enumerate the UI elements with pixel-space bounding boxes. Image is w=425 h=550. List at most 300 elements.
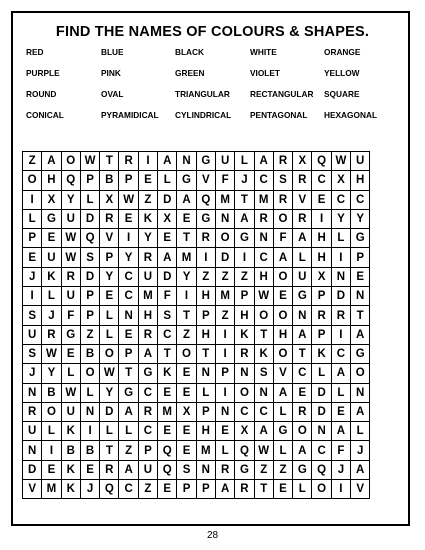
grid-cell[interactable]: A	[293, 229, 312, 248]
grid-cell[interactable]: L	[158, 171, 177, 190]
grid-cell[interactable]: K	[235, 325, 254, 344]
grid-cell[interactable]: R	[196, 229, 215, 248]
grid-cell[interactable]: N	[254, 383, 273, 402]
grid-cell[interactable]: M	[42, 480, 61, 499]
grid-cell[interactable]: R	[138, 325, 157, 344]
grid-cell[interactable]: I	[23, 190, 42, 209]
grid-cell[interactable]: A	[293, 325, 312, 344]
grid-cell[interactable]: L	[235, 152, 254, 171]
grid-cell[interactable]: O	[351, 364, 370, 383]
grid-cell[interactable]: N	[293, 306, 312, 325]
grid-cell[interactable]: K	[61, 460, 80, 479]
grid-cell[interactable]: I	[312, 209, 331, 228]
grid-cell[interactable]: T	[351, 306, 370, 325]
grid-cell[interactable]: R	[331, 306, 350, 325]
grid-cell[interactable]: N	[215, 402, 234, 421]
grid-cell[interactable]: A	[351, 325, 370, 344]
grid-cell[interactable]: K	[138, 209, 157, 228]
grid-cell[interactable]: U	[351, 152, 370, 171]
grid-cell[interactable]: N	[23, 441, 42, 460]
grid-cell[interactable]: T	[100, 152, 119, 171]
grid-cell[interactable]: Y	[119, 248, 138, 267]
grid-cell[interactable]: Y	[100, 267, 119, 286]
grid-cell[interactable]: U	[61, 402, 80, 421]
grid-cell[interactable]: Z	[80, 325, 99, 344]
grid-cell[interactable]: Q	[312, 460, 331, 479]
grid-cell[interactable]: T	[177, 229, 196, 248]
grid-cell[interactable]: E	[80, 460, 99, 479]
grid-cell[interactable]: U	[61, 287, 80, 306]
grid-cell[interactable]: J	[23, 267, 42, 286]
grid-cell[interactable]: Z	[196, 267, 215, 286]
grid-cell[interactable]: W	[100, 364, 119, 383]
grid-cell[interactable]: X	[42, 190, 61, 209]
grid-cell[interactable]: I	[215, 344, 234, 363]
grid-cell[interactable]: W	[119, 190, 138, 209]
grid-cell[interactable]: H	[273, 325, 292, 344]
grid-cell[interactable]: M	[254, 190, 273, 209]
grid-cell[interactable]: G	[196, 152, 215, 171]
grid-cell[interactable]: R	[293, 209, 312, 228]
grid-cell[interactable]: L	[42, 422, 61, 441]
grid-cell[interactable]: M	[138, 287, 157, 306]
grid-cell[interactable]: A	[235, 209, 254, 228]
grid-cell[interactable]: S	[158, 306, 177, 325]
grid-cell[interactable]: G	[42, 209, 61, 228]
grid-cell[interactable]: E	[215, 422, 234, 441]
grid-cell[interactable]: L	[196, 383, 215, 402]
grid-cell[interactable]: R	[254, 209, 273, 228]
grid-cell[interactable]: L	[100, 306, 119, 325]
grid-cell[interactable]: A	[119, 402, 138, 421]
grid-cell[interactable]: T	[100, 441, 119, 460]
grid-cell[interactable]: L	[23, 209, 42, 228]
grid-cell[interactable]: P	[312, 287, 331, 306]
grid-cell[interactable]: Q	[196, 190, 215, 209]
grid-cell[interactable]: Y	[100, 383, 119, 402]
grid-cell[interactable]: T	[235, 190, 254, 209]
grid-cell[interactable]: L	[351, 422, 370, 441]
grid-cell[interactable]: E	[312, 190, 331, 209]
grid-cell[interactable]: K	[158, 364, 177, 383]
grid-cell[interactable]: W	[80, 152, 99, 171]
grid-cell[interactable]: L	[293, 248, 312, 267]
grid-cell[interactable]: T	[158, 344, 177, 363]
grid-cell[interactable]: K	[312, 344, 331, 363]
grid-cell[interactable]: O	[273, 306, 292, 325]
grid-cell[interactable]: I	[331, 480, 350, 499]
grid-cell[interactable]: O	[42, 402, 61, 421]
grid-cell[interactable]: S	[254, 364, 273, 383]
grid-cell[interactable]: S	[23, 344, 42, 363]
grid-cell[interactable]: L	[273, 441, 292, 460]
grid-cell[interactable]: L	[273, 402, 292, 421]
grid-cell[interactable]: J	[23, 364, 42, 383]
grid-cell[interactable]: I	[138, 152, 157, 171]
grid-cell[interactable]: Y	[331, 209, 350, 228]
grid-cell[interactable]: W	[254, 287, 273, 306]
grid-cell[interactable]: L	[80, 383, 99, 402]
grid-cell[interactable]: N	[331, 267, 350, 286]
grid-cell[interactable]: F	[331, 441, 350, 460]
grid-cell[interactable]: H	[235, 306, 254, 325]
grid-cell[interactable]: V	[196, 171, 215, 190]
grid-cell[interactable]: L	[331, 383, 350, 402]
grid-cell[interactable]: B	[100, 171, 119, 190]
grid-cell[interactable]: P	[119, 344, 138, 363]
grid-cell[interactable]: O	[273, 344, 292, 363]
grid-cell[interactable]: L	[293, 480, 312, 499]
grid-cell[interactable]: Z	[235, 267, 254, 286]
grid-cell[interactable]: R	[138, 248, 157, 267]
grid-cell[interactable]: E	[158, 229, 177, 248]
grid-cell[interactable]: Y	[42, 364, 61, 383]
grid-cell[interactable]: O	[273, 209, 292, 228]
grid-cell[interactable]: H	[312, 229, 331, 248]
grid-cell[interactable]: R	[42, 325, 61, 344]
grid-cell[interactable]: X	[100, 190, 119, 209]
grid-cell[interactable]: G	[177, 171, 196, 190]
grid-cell[interactable]: I	[196, 248, 215, 267]
grid-cell[interactable]: W	[42, 344, 61, 363]
grid-cell[interactable]: G	[235, 229, 254, 248]
grid-cell[interactable]: L	[100, 422, 119, 441]
grid-cell[interactable]: H	[196, 422, 215, 441]
grid-cell[interactable]: N	[119, 306, 138, 325]
grid-cell[interactable]: V	[351, 480, 370, 499]
grid-cell[interactable]: E	[273, 480, 292, 499]
grid-cell[interactable]: Z	[23, 152, 42, 171]
grid-cell[interactable]: N	[312, 422, 331, 441]
grid-cell[interactable]: C	[312, 171, 331, 190]
grid-cell[interactable]: N	[196, 460, 215, 479]
grid-cell[interactable]: V	[100, 229, 119, 248]
grid-cell[interactable]: Q	[80, 229, 99, 248]
grid-cell[interactable]: B	[61, 441, 80, 460]
grid-cell[interactable]: E	[351, 267, 370, 286]
grid-cell[interactable]: D	[23, 460, 42, 479]
grid-cell[interactable]: O	[293, 422, 312, 441]
grid-cell[interactable]: A	[254, 422, 273, 441]
grid-cell[interactable]: O	[312, 480, 331, 499]
grid-cell[interactable]: P	[23, 229, 42, 248]
grid-cell[interactable]: J	[42, 306, 61, 325]
grid-cell[interactable]: E	[42, 229, 61, 248]
grid-cell[interactable]: N	[196, 364, 215, 383]
grid-cell[interactable]: Z	[138, 190, 157, 209]
grid-cell[interactable]: L	[215, 441, 234, 460]
grid-cell[interactable]: T	[119, 364, 138, 383]
grid-cell[interactable]: Q	[158, 441, 177, 460]
grid-cell[interactable]: W	[254, 441, 273, 460]
grid-cell[interactable]: R	[61, 267, 80, 286]
grid-cell[interactable]: N	[177, 152, 196, 171]
grid-cell[interactable]: P	[351, 248, 370, 267]
grid-cell[interactable]: I	[235, 248, 254, 267]
grid-cell[interactable]: N	[235, 364, 254, 383]
grid-cell[interactable]: N	[80, 402, 99, 421]
grid-cell[interactable]: C	[254, 248, 273, 267]
grid-cell[interactable]: R	[138, 402, 157, 421]
grid-cell[interactable]: A	[158, 152, 177, 171]
grid-cell[interactable]: A	[351, 460, 370, 479]
grid-cell[interactable]: S	[80, 248, 99, 267]
grid-cell[interactable]: U	[23, 325, 42, 344]
grid-cell[interactable]: A	[351, 402, 370, 421]
grid-cell[interactable]: C	[119, 287, 138, 306]
grid-cell[interactable]: I	[331, 325, 350, 344]
grid-cell[interactable]: E	[177, 364, 196, 383]
grid-cell[interactable]: P	[235, 287, 254, 306]
grid-cell[interactable]: J	[80, 480, 99, 499]
grid-cell[interactable]: T	[293, 344, 312, 363]
grid-cell[interactable]: T	[196, 344, 215, 363]
grid-cell[interactable]: D	[312, 402, 331, 421]
grid-cell[interactable]: P	[100, 248, 119, 267]
grid-cell[interactable]: L	[312, 364, 331, 383]
grid-cell[interactable]: Q	[158, 460, 177, 479]
grid-cell[interactable]: V	[23, 480, 42, 499]
grid-cell[interactable]: I	[119, 229, 138, 248]
grid-cell[interactable]: W	[61, 383, 80, 402]
grid-cell[interactable]: U	[138, 460, 157, 479]
grid-cell[interactable]: H	[351, 171, 370, 190]
grid-cell[interactable]: A	[254, 152, 273, 171]
grid-cell[interactable]: A	[331, 422, 350, 441]
grid-cell[interactable]: D	[80, 209, 99, 228]
grid-cell[interactable]: D	[215, 248, 234, 267]
grid-cell[interactable]: C	[138, 422, 157, 441]
grid-cell[interactable]: D	[158, 267, 177, 286]
grid-cell[interactable]: X	[177, 402, 196, 421]
grid-cell[interactable]: A	[293, 441, 312, 460]
grid-cell[interactable]: N	[351, 383, 370, 402]
grid-cell[interactable]: W	[61, 229, 80, 248]
grid-cell[interactable]: P	[80, 171, 99, 190]
grid-cell[interactable]: S	[273, 171, 292, 190]
grid-cell[interactable]: O	[61, 152, 80, 171]
grid-cell[interactable]: T	[254, 480, 273, 499]
grid-cell[interactable]: H	[42, 171, 61, 190]
grid-cell[interactable]: F	[215, 171, 234, 190]
grid-cell[interactable]: A	[177, 190, 196, 209]
grid-cell[interactable]: S	[177, 460, 196, 479]
grid-cell[interactable]: L	[100, 325, 119, 344]
grid-cell[interactable]: H	[254, 267, 273, 286]
grid-cell[interactable]: R	[23, 402, 42, 421]
grid-cell[interactable]: R	[293, 171, 312, 190]
grid-cell[interactable]: X	[235, 422, 254, 441]
grid-cell[interactable]: C	[293, 364, 312, 383]
grid-cell[interactable]: E	[177, 383, 196, 402]
grid-cell[interactable]: Y	[61, 190, 80, 209]
grid-cell[interactable]: O	[273, 267, 292, 286]
grid-cell[interactable]: A	[273, 248, 292, 267]
grid-cell[interactable]: E	[158, 480, 177, 499]
grid-cell[interactable]: B	[42, 383, 61, 402]
grid-cell[interactable]: G	[235, 460, 254, 479]
grid-cell[interactable]: Y	[351, 209, 370, 228]
grid-cell[interactable]: Z	[138, 480, 157, 499]
grid-cell[interactable]: P	[80, 287, 99, 306]
grid-cell[interactable]: O	[177, 344, 196, 363]
grid-cell[interactable]: G	[351, 229, 370, 248]
grid-cell[interactable]: P	[196, 306, 215, 325]
grid-cell[interactable]: M	[215, 190, 234, 209]
grid-cell[interactable]: E	[23, 248, 42, 267]
grid-cell[interactable]: S	[23, 306, 42, 325]
grid-cell[interactable]: E	[61, 344, 80, 363]
grid-cell[interactable]: A	[158, 248, 177, 267]
grid-cell[interactable]: C	[254, 171, 273, 190]
grid-cell[interactable]: G	[273, 422, 292, 441]
grid-cell[interactable]: I	[80, 422, 99, 441]
grid-cell[interactable]: E	[42, 460, 61, 479]
grid-cell[interactable]: R	[100, 460, 119, 479]
grid-cell[interactable]: Q	[235, 441, 254, 460]
grid-cell[interactable]: Z	[254, 460, 273, 479]
grid-cell[interactable]: O	[100, 344, 119, 363]
grid-cell[interactable]: C	[158, 325, 177, 344]
grid-cell[interactable]: N	[23, 383, 42, 402]
grid-cell[interactable]: C	[331, 190, 350, 209]
grid-cell[interactable]: R	[293, 402, 312, 421]
grid-cell[interactable]: G	[293, 460, 312, 479]
grid-cell[interactable]: X	[293, 152, 312, 171]
grid-cell[interactable]: R	[312, 306, 331, 325]
grid-cell[interactable]: E	[158, 383, 177, 402]
grid-cell[interactable]: Z	[215, 267, 234, 286]
grid-cell[interactable]: W	[61, 248, 80, 267]
grid-cell[interactable]: P	[177, 480, 196, 499]
grid-cell[interactable]: T	[254, 325, 273, 344]
grid-cell[interactable]: I	[331, 248, 350, 267]
grid-cell[interactable]: M	[215, 287, 234, 306]
grid-cell[interactable]: I	[42, 441, 61, 460]
grid-cell[interactable]: E	[177, 441, 196, 460]
grid-cell[interactable]: D	[100, 402, 119, 421]
grid-cell[interactable]: D	[331, 287, 350, 306]
grid-cell[interactable]: H	[196, 287, 215, 306]
grid-cell[interactable]: I	[215, 325, 234, 344]
grid-cell[interactable]: A	[273, 383, 292, 402]
grid-cell[interactable]: P	[215, 364, 234, 383]
grid-cell[interactable]: A	[138, 344, 157, 363]
grid-cell[interactable]: Y	[177, 267, 196, 286]
grid-cell[interactable]: O	[23, 171, 42, 190]
grid-cell[interactable]: U	[61, 209, 80, 228]
grid-cell[interactable]: G	[61, 325, 80, 344]
grid-cell[interactable]: R	[235, 480, 254, 499]
grid-cell[interactable]: L	[331, 229, 350, 248]
grid-cell[interactable]: K	[254, 344, 273, 363]
grid-cell[interactable]: N	[351, 287, 370, 306]
grid-cell[interactable]: G	[293, 287, 312, 306]
grid-cell[interactable]: H	[312, 248, 331, 267]
grid-cell[interactable]: M	[196, 441, 215, 460]
grid-cell[interactable]: O	[80, 364, 99, 383]
grid-cell[interactable]: E	[293, 383, 312, 402]
grid-cell[interactable]: D	[312, 383, 331, 402]
grid-cell[interactable]: D	[80, 267, 99, 286]
grid-cell[interactable]: D	[158, 190, 177, 209]
grid-cell[interactable]: W	[331, 152, 350, 171]
grid-cell[interactable]: P	[196, 402, 215, 421]
grid-cell[interactable]: H	[196, 325, 215, 344]
grid-cell[interactable]: J	[351, 441, 370, 460]
grid-cell[interactable]: C	[119, 267, 138, 286]
grid-cell[interactable]: E	[273, 287, 292, 306]
grid-cell[interactable]: T	[177, 306, 196, 325]
grid-cell[interactable]: Q	[61, 171, 80, 190]
grid-cell[interactable]: E	[158, 422, 177, 441]
grid-cell[interactable]: Z	[177, 325, 196, 344]
grid-cell[interactable]: E	[138, 171, 157, 190]
grid-cell[interactable]: O	[254, 306, 273, 325]
grid-cell[interactable]: C	[119, 480, 138, 499]
grid-cell[interactable]: L	[80, 190, 99, 209]
grid-cell[interactable]: R	[215, 460, 234, 479]
grid-cell[interactable]: E	[177, 209, 196, 228]
grid-cell[interactable]: I	[23, 287, 42, 306]
grid-cell[interactable]: U	[215, 152, 234, 171]
grid-cell[interactable]: M	[158, 402, 177, 421]
grid-cell[interactable]: E	[177, 422, 196, 441]
grid-cell[interactable]: E	[331, 402, 350, 421]
grid-cell[interactable]: U	[138, 267, 157, 286]
grid-cell[interactable]: F	[158, 287, 177, 306]
grid-cell[interactable]: O	[235, 383, 254, 402]
grid-cell[interactable]: E	[119, 325, 138, 344]
grid-cell[interactable]: E	[100, 287, 119, 306]
grid-cell[interactable]: R	[273, 190, 292, 209]
grid-cell[interactable]: Z	[215, 306, 234, 325]
grid-cell[interactable]: C	[254, 402, 273, 421]
grid-cell[interactable]: G	[196, 209, 215, 228]
grid-cell[interactable]: V	[273, 364, 292, 383]
grid-cell[interactable]: N	[254, 229, 273, 248]
grid-cell[interactable]: U	[42, 248, 61, 267]
grid-cell[interactable]: R	[100, 209, 119, 228]
grid-cell[interactable]: A	[215, 480, 234, 499]
grid-cell[interactable]: E	[119, 209, 138, 228]
grid-cell[interactable]: A	[42, 152, 61, 171]
grid-cell[interactable]: C	[331, 344, 350, 363]
grid-cell[interactable]: R	[273, 152, 292, 171]
grid-cell[interactable]: B	[80, 344, 99, 363]
grid-cell[interactable]: L	[61, 364, 80, 383]
grid-cell[interactable]: C	[351, 190, 370, 209]
grid-cell[interactable]: K	[61, 480, 80, 499]
grid-cell[interactable]: P	[80, 306, 99, 325]
grid-cell[interactable]: B	[80, 441, 99, 460]
grid-cell[interactable]: C	[138, 383, 157, 402]
grid-cell[interactable]: R	[119, 152, 138, 171]
grid-cell[interactable]: A	[331, 364, 350, 383]
grid-cell[interactable]: K	[42, 267, 61, 286]
grid-cell[interactable]: G	[138, 364, 157, 383]
grid-cell[interactable]: C	[235, 402, 254, 421]
grid-cell[interactable]: C	[312, 441, 331, 460]
grid-cell[interactable]: G	[351, 344, 370, 363]
grid-cell[interactable]: H	[138, 306, 157, 325]
grid-cell[interactable]: P	[196, 480, 215, 499]
grid-cell[interactable]: P	[312, 325, 331, 344]
grid-cell[interactable]: O	[215, 229, 234, 248]
grid-cell[interactable]: P	[119, 171, 138, 190]
grid-cell[interactable]: V	[293, 190, 312, 209]
grid-cell[interactable]: Z	[119, 441, 138, 460]
